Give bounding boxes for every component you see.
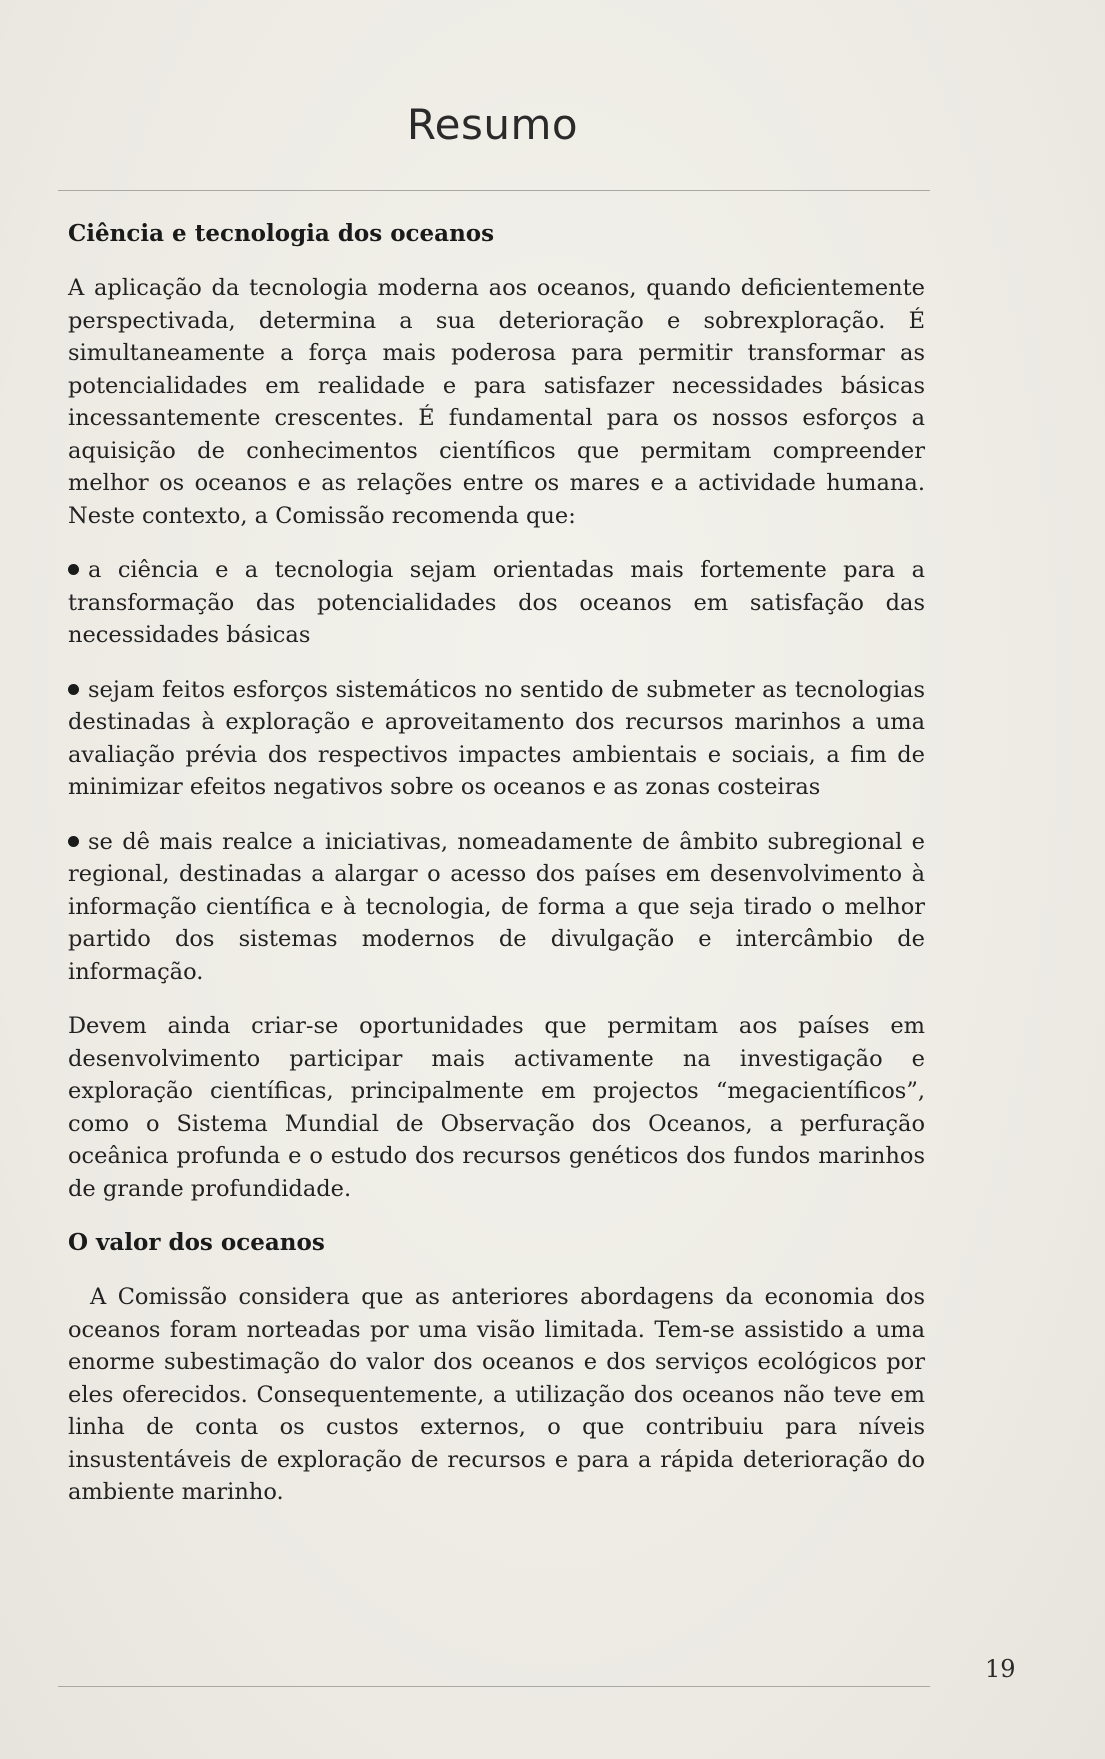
bullet-item — [68, 826, 925, 989]
section-heading-science: Ciência e tecnologia dos oceanos — [68, 220, 495, 247]
value-paragraph: A Comissão considera que as anteriores abordagens da economia dos oceanos foram norteadas por uma visão limitada. Tem-se assistido a uma enorme subestimação do valor dos oceanos e dos serviços ecológicos por eles oferecidos. Consequentemente, a utilização dos oceanos não teve em linha de conta os custos externos, o que contribuiu para níveis insustentáveis de exploração de recursos e para a rápida deterioração do ambiente marinho. — [68, 1284, 925, 1505]
bullet-text: a ciência e a tecnologia sejam orientadas mais fortemente para a transformação das potencialidades dos oceanos em satisfação das necessidades básicas — [68, 557, 925, 648]
section-heading-value: O valor dos oceanos — [68, 1229, 325, 1256]
bullet-item — [68, 554, 925, 652]
page-content — [68, 218, 925, 1531]
top-divider — [58, 190, 930, 191]
bullet-text: sejam feitos esforços sistemáticos no sentido de submeter as tecnologias destinadas à exploração e aproveitamento dos recursos marinhos a uma avaliação prévia dos respectivos impactes ambientais e sociais, a fim de minimizar efeitos negativos sobre os oceanos e as zonas costeiras — [68, 676, 925, 800]
bottom-divider — [58, 1686, 930, 1687]
bullet-icon — [68, 684, 79, 695]
closing-paragraph: Devem ainda criar-se oportunidades que permitam aos países em desenvolvimento participar mais activamente na investigação e exploração científicas, principalmente em projectos “megacientíficos”, como o Sistema Mundial de Observação dos Oceanos, a perfuração oceânica profunda e o estudo dos recursos genéticos dos fundos marinhos de grande profundidade. — [68, 1013, 925, 1202]
bullet-icon — [68, 564, 79, 575]
bullet-item — [68, 674, 925, 804]
bullet-text: se dê mais realce a iniciativas, nomeadamente de âmbito subregional e regional, destinadas a alargar o acesso dos países em desenvolvimento à informação científica e à tecnologia, de forma a que seja tirado o melhor partido dos sistemas modernos de divulgação e intercâmbio de informação. — [68, 828, 925, 985]
intro-paragraph: A aplicação da tecnologia moderna aos oceanos, quando deficientemente perspectivada, determina a sua deterioração e sobrexploração. É simultaneamente a força mais poderosa para permitir transformar as potencialidades em realidade e para satisfazer necessidades básicas incessantemente crescentes. É fundamental para os nossos esforços a aquisição de conhecimentos científicos que permitam compreender melhor os oceanos e as relações entre os mares e a actividade humana. Neste contexto, a Comissão recomenda que: — [68, 275, 925, 529]
page-number: 19 — [985, 1655, 1016, 1683]
page-title: Resumo — [406, 100, 579, 149]
bullet-icon — [68, 836, 79, 847]
